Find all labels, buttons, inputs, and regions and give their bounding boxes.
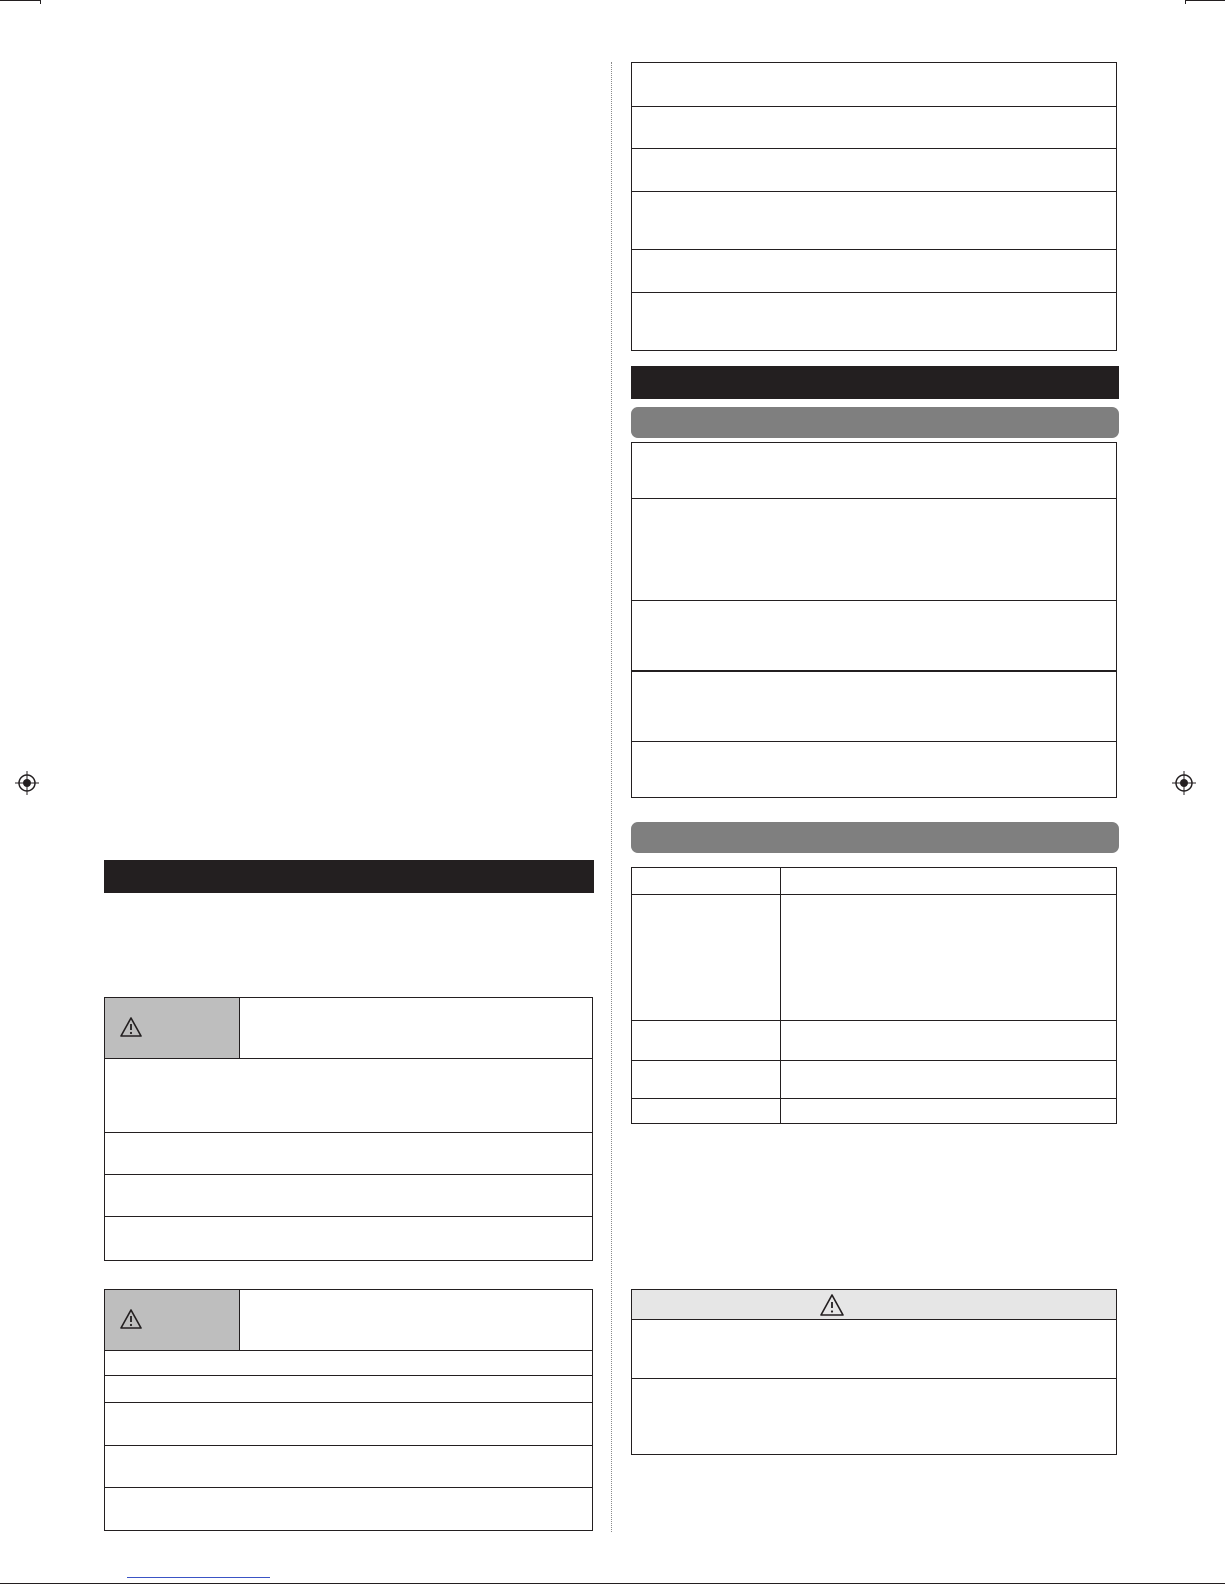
row-separator	[632, 600, 1116, 601]
row-separator	[632, 741, 1116, 742]
crop-mark-top-left-v	[40, 0, 41, 4]
row-separator	[632, 498, 1116, 499]
subsection-bar-2	[631, 822, 1119, 853]
registration-mark-icon	[15, 771, 39, 795]
row-separator	[105, 1216, 592, 1217]
row-separator	[105, 1132, 592, 1133]
link-underline	[127, 1577, 270, 1578]
crop-mark-top-right	[1185, 0, 1225, 1]
crop-mark-top-left	[0, 0, 40, 1]
row-separator	[632, 191, 1116, 192]
warning-box-2	[104, 1289, 593, 1531]
section-header-bar-left	[104, 860, 594, 893]
row-separator	[632, 106, 1116, 107]
row-separator	[105, 1487, 592, 1488]
warning-triangle-icon	[119, 1308, 143, 1330]
row-separator	[105, 1350, 592, 1351]
row-separator	[632, 148, 1116, 149]
caution-box	[631, 1289, 1117, 1455]
row-separator	[632, 1060, 1116, 1061]
subsection-bar-1	[631, 407, 1119, 438]
row-separator	[632, 1098, 1116, 1099]
row-separator	[105, 1058, 592, 1059]
row-separator	[632, 249, 1116, 250]
registration-mark-icon	[1172, 771, 1196, 795]
row-separator	[105, 1402, 592, 1403]
two-column-table	[631, 867, 1117, 1124]
warning-header-divider	[239, 998, 240, 1058]
top-right-table	[631, 62, 1117, 351]
warning-header-divider	[239, 1290, 240, 1350]
warning-box-1	[104, 997, 593, 1261]
caution-triangle-icon	[819, 1293, 845, 1317]
column-separator	[780, 868, 781, 1123]
caution-header	[632, 1290, 1116, 1319]
row-separator	[105, 1445, 592, 1446]
crop-mark-top-right-v	[1185, 0, 1186, 4]
row-separator	[105, 1375, 592, 1376]
row-separator	[632, 1378, 1116, 1379]
row-separator	[632, 292, 1116, 293]
row-separator	[105, 1174, 592, 1175]
row-separator	[632, 670, 1116, 672]
right-middle-table	[631, 442, 1117, 798]
row-separator	[632, 1319, 1116, 1320]
section-header-bar-right	[631, 366, 1119, 399]
row-separator	[632, 1020, 1116, 1021]
warning-triangle-icon	[119, 1016, 143, 1038]
column-divider	[611, 62, 612, 1532]
bottom-rule	[0, 1583, 1225, 1584]
row-separator	[632, 894, 1116, 895]
